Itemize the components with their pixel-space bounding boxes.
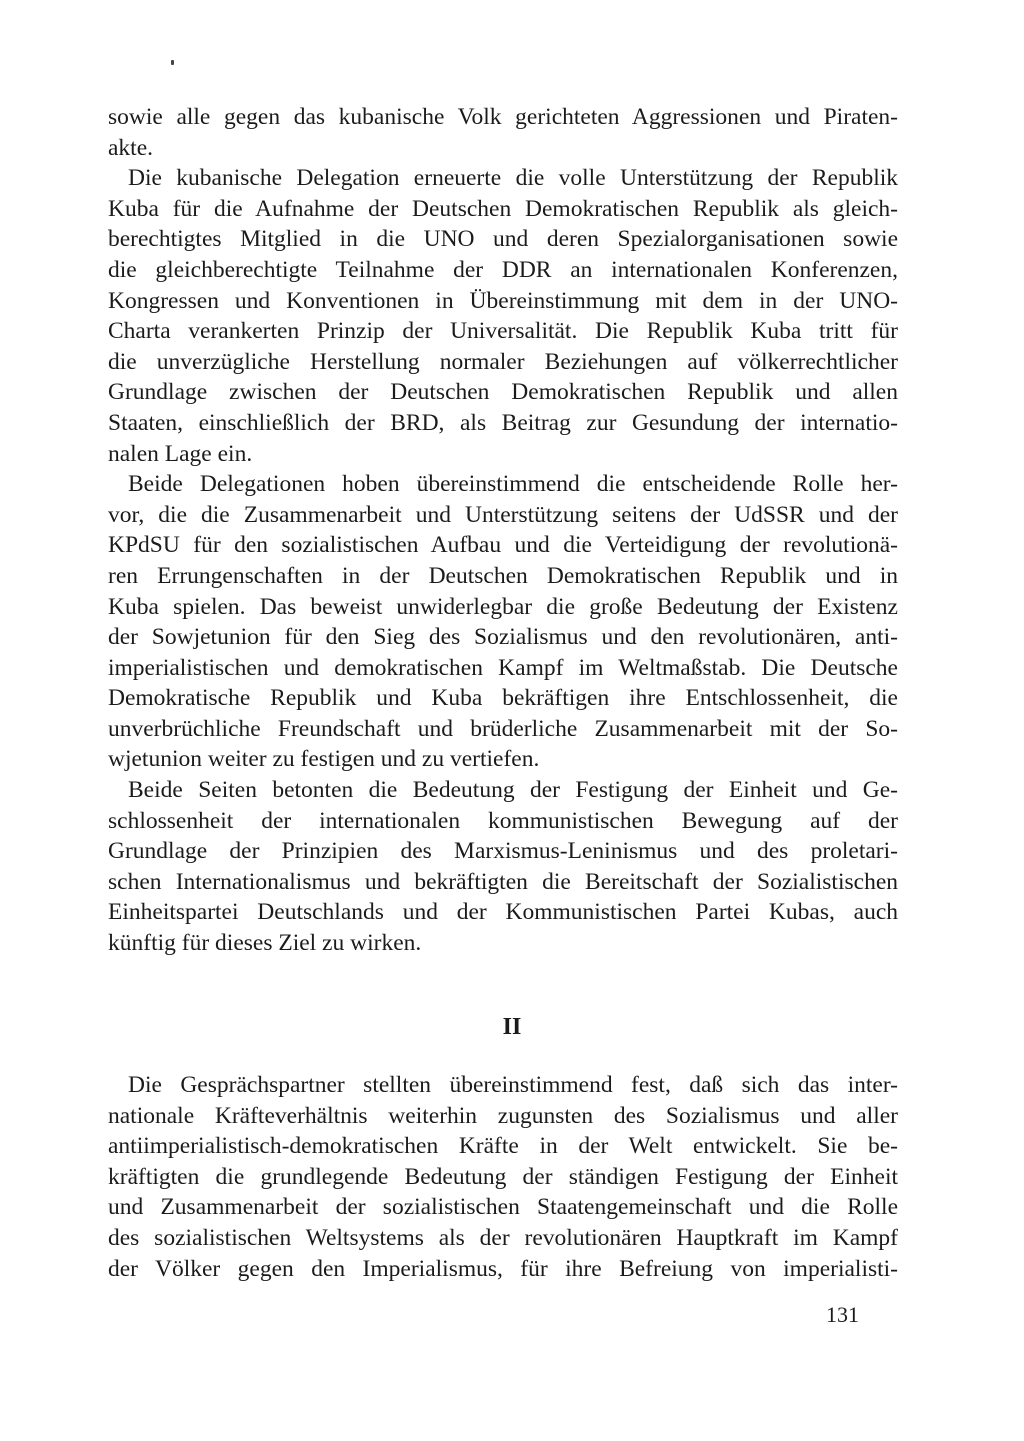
text-line: Kongressen und Konventionen in Übereinstimmung mit dem in der UNO-: [108, 287, 898, 314]
text-line: imperialistischen und demokratischen Kampf im Weltmaßstab. Die Deutsche: [108, 654, 898, 681]
text-line: wjetunion weiter zu festigen und zu vertiefen.: [108, 746, 540, 773]
section-heading: II: [502, 1014, 522, 1040]
stray-ink-mark: [171, 60, 174, 65]
page-number: 131: [826, 1302, 859, 1327]
text-line: schen Internationalismus und bekräftigten die Bereitschaft der Sozialistischen: [108, 868, 898, 895]
text-line: und Zusammenarbeit der sozialistischen Staatengemeinschaft und die Rolle: [108, 1194, 898, 1221]
text-line: vor, die die Zusammenarbeit und Unterstützung seitens der UdSSR und der: [108, 501, 898, 528]
text-line: ren Errungenschaften in der Deutschen Demokratischen Republik und in: [108, 562, 898, 589]
text-line: unverbrüchliche Freundschaft und brüderliche Zusammenarbeit mit der So-: [108, 715, 898, 742]
text-line: künftig für dieses Ziel zu wirken.: [108, 930, 422, 957]
text-line: schlossenheit der internationalen kommunistischen Bewegung auf der: [108, 807, 898, 834]
text-line: die gleichberechtigte Teilnahme der DDR an internationalen Konferenzen,: [108, 256, 898, 283]
paragraph-5: [108, 1070, 898, 1284]
text-line: berechtigtes Mitglied in die UNO und deren Spezialorganisationen sowie: [108, 226, 898, 253]
text-line: Grundlage der Prinzipien des Marxismus-Leninismus und des proletari-: [108, 838, 898, 865]
body-text-lower: [108, 1070, 898, 1284]
text-line: Grundlage zwischen der Deutschen Demokratischen Republik und allen: [108, 379, 898, 406]
text-line: der Sowjetunion für den Sieg des Sozialismus und den revolutionären, anti-: [108, 624, 898, 651]
text-line: die unverzügliche Herstellung normaler Beziehungen auf völkerrechtlicher: [108, 348, 898, 375]
text-line: Kuba spielen. Das beweist unwiderlegbar die große Bedeutung der Existenz: [108, 593, 898, 620]
body-text-upper: [108, 102, 898, 959]
paragraph-1: [108, 102, 898, 163]
paragraph-3: [108, 469, 898, 775]
text-line: antiimperialistisch-demokratischen Kräfte in der Welt entwickelt. Sie be-: [108, 1133, 898, 1160]
text-line: Charta verankerten Prinzip der Universalität. Die Republik Kuba tritt für: [108, 318, 898, 345]
text-line: Demokratische Republik und Kuba bekräftigen ihre Entschlossenheit, die: [108, 685, 898, 712]
text-line: Die Gesprächspartner stellten übereinstimmend fest, daß sich das inter-: [128, 1072, 898, 1098]
paragraph-4: [108, 775, 898, 959]
text-line: Die kubanische Delegation erneuerte die volle Unterstützung der Republik: [128, 165, 898, 192]
text-line: nalen Lage ein.: [108, 440, 253, 467]
text-line: Beide Delegationen hoben übereinstimmend die entscheidende Rolle her-: [128, 471, 898, 498]
text-line: akte.: [108, 134, 154, 161]
text-line: Beide Seiten betonten die Bedeutung der Festigung der Einheit und Ge-: [128, 777, 898, 804]
paragraph-2: [108, 163, 898, 469]
text-line: KPdSU für den sozialistischen Aufbau und die Verteidigung der revolutionä-: [108, 532, 898, 559]
text-line: Einheitspartei Deutschlands und der Kommunistischen Partei Kubas, auch: [108, 899, 898, 926]
text-line: kräftigten die grundlegende Bedeutung der ständigen Festigung der Einheit: [108, 1163, 898, 1190]
text-line: sowie alle gegen das kubanische Volk gerichteten Aggressionen und Piraten-: [108, 104, 898, 130]
text-line: Staaten, einschließlich der BRD, als Beitrag zur Gesundung der internatio-: [108, 409, 898, 436]
text-line: des sozialistischen Weltsystems als der revolutionären Hauptkraft im Kampf: [108, 1224, 898, 1251]
text-line: Kuba für die Aufnahme der Deutschen Demokratischen Republik als gleich-: [108, 195, 898, 222]
text-line: der Völker gegen den Imperialismus, für ihre Befreiung von imperialisti-: [108, 1255, 898, 1282]
text-line: nationale Kräfteverhältnis weiterhin zugunsten des Sozialismus und aller: [108, 1102, 898, 1129]
